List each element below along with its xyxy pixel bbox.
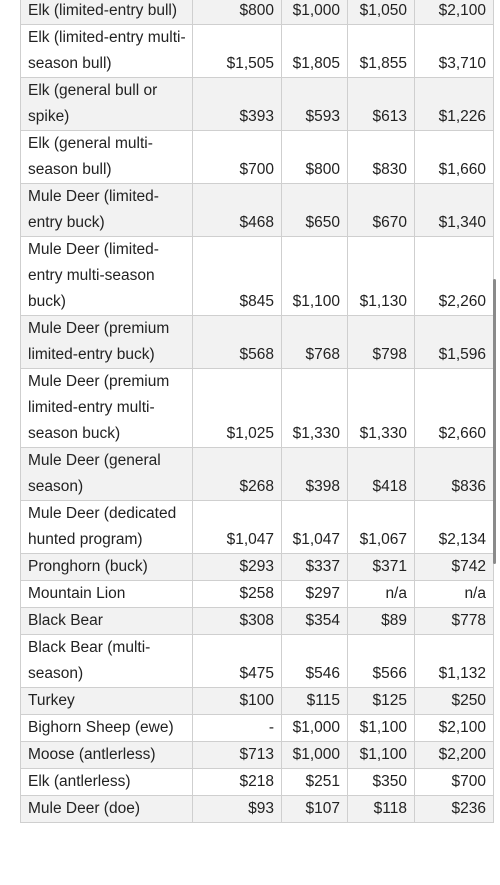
- species-cell: Pronghorn (buck): [21, 554, 193, 581]
- fee-cell: $350: [348, 769, 415, 796]
- fee-cell: $1,805: [282, 25, 348, 78]
- fee-cell: $742: [415, 554, 494, 581]
- table-row: [21, 688, 494, 715]
- fee-cell: n/a: [348, 581, 415, 608]
- fee-cell: $1,000: [282, 742, 348, 769]
- fee-cell: $713: [193, 742, 282, 769]
- species-cell: Elk (general bull or spike): [21, 78, 193, 131]
- fee-cell: $418: [348, 448, 415, 501]
- species-cell: Moose (antlerless): [21, 742, 193, 769]
- fee-cell: $1,505: [193, 25, 282, 78]
- fee-cell: $2,134: [415, 501, 494, 554]
- fee-cell: $1,000: [282, 715, 348, 742]
- fee-cell: $100: [193, 688, 282, 715]
- fee-cell: $354: [282, 608, 348, 635]
- fee-cell: $268: [193, 448, 282, 501]
- fee-cell: $293: [193, 554, 282, 581]
- fee-cell: $1,330: [282, 369, 348, 448]
- table-row: [21, 742, 494, 769]
- fee-cell: $251: [282, 769, 348, 796]
- fee-cell: $1,047: [193, 501, 282, 554]
- species-cell: Black Bear: [21, 608, 193, 635]
- fee-cell: $1,100: [348, 715, 415, 742]
- fee-cell: $830: [348, 131, 415, 184]
- fee-cell: $2,260: [415, 237, 494, 316]
- fee-cell: $398: [282, 448, 348, 501]
- fee-cell: $566: [348, 635, 415, 688]
- species-cell: Elk (limited-entry bull): [21, 0, 193, 25]
- fee-cell: $297: [282, 581, 348, 608]
- fee-table: [20, 0, 494, 823]
- fee-cell: $700: [415, 769, 494, 796]
- fee-cell: $115: [282, 688, 348, 715]
- species-cell: Mule Deer (general season): [21, 448, 193, 501]
- table-row: [21, 501, 494, 554]
- fee-cell: $613: [348, 78, 415, 131]
- table-row: [21, 369, 494, 448]
- fee-cell: $250: [415, 688, 494, 715]
- fee-cell: $1,130: [348, 237, 415, 316]
- fee-cell: -: [193, 715, 282, 742]
- table-row: [21, 316, 494, 369]
- fee-cell: $798: [348, 316, 415, 369]
- table-row: [21, 131, 494, 184]
- species-cell: Mule Deer (limited-entry buck): [21, 184, 193, 237]
- fee-cell: $218: [193, 769, 282, 796]
- species-cell: Elk (general multi-season bull): [21, 131, 193, 184]
- table-row: [21, 796, 494, 823]
- fee-cell: $2,200: [415, 742, 494, 769]
- fee-cell: $1,047: [282, 501, 348, 554]
- species-cell: Bighorn Sheep (ewe): [21, 715, 193, 742]
- fee-cell: $1,340: [415, 184, 494, 237]
- fee-cell: $308: [193, 608, 282, 635]
- table-row: [21, 554, 494, 581]
- fee-cell: $371: [348, 554, 415, 581]
- fee-cell: $836: [415, 448, 494, 501]
- fee-cell: $1,100: [348, 742, 415, 769]
- fee-cell: $1,855: [348, 25, 415, 78]
- fee-cell: $236: [415, 796, 494, 823]
- table-row: [21, 237, 494, 316]
- fee-cell: $800: [193, 0, 282, 25]
- species-cell: Mule Deer (premium limited-entry multi-season buck): [21, 369, 193, 448]
- fee-cell: $93: [193, 796, 282, 823]
- fee-cell: $593: [282, 78, 348, 131]
- fee-cell: $546: [282, 635, 348, 688]
- fee-cell: $89: [348, 608, 415, 635]
- fee-cell: $845: [193, 237, 282, 316]
- table-row: [21, 184, 494, 237]
- table-row: [21, 769, 494, 796]
- table-row: [21, 715, 494, 742]
- fee-cell: $107: [282, 796, 348, 823]
- table-row: [21, 608, 494, 635]
- scrollbar-thumb[interactable]: [493, 279, 496, 564]
- fee-cell: $1,132: [415, 635, 494, 688]
- species-cell: Mule Deer (premium limited-entry buck): [21, 316, 193, 369]
- table-row: [21, 78, 494, 131]
- fee-cell: $1,000: [282, 0, 348, 25]
- fee-cell: $2,100: [415, 0, 494, 25]
- fee-cell: $468: [193, 184, 282, 237]
- species-cell: Mule Deer (limited-entry multi-season buck): [21, 237, 193, 316]
- table-row: [21, 635, 494, 688]
- fee-table-body: [21, 0, 494, 823]
- fee-cell: $800: [282, 131, 348, 184]
- fee-cell: $1,226: [415, 78, 494, 131]
- fee-cell: $475: [193, 635, 282, 688]
- fee-cell: $125: [348, 688, 415, 715]
- fee-cell: $2,660: [415, 369, 494, 448]
- fee-cell: $337: [282, 554, 348, 581]
- species-cell: Turkey: [21, 688, 193, 715]
- species-cell: Mule Deer (dedicated hunted program): [21, 501, 193, 554]
- species-cell: Mountain Lion: [21, 581, 193, 608]
- fee-cell: n/a: [415, 581, 494, 608]
- fee-cell: $3,710: [415, 25, 494, 78]
- fee-cell: $1,330: [348, 369, 415, 448]
- fee-cell: $778: [415, 608, 494, 635]
- fee-cell: $1,596: [415, 316, 494, 369]
- species-cell: Mule Deer (doe): [21, 796, 193, 823]
- species-cell: Black Bear (multi-season): [21, 635, 193, 688]
- fee-cell: $568: [193, 316, 282, 369]
- fee-cell: $393: [193, 78, 282, 131]
- fee-cell: $670: [348, 184, 415, 237]
- fee-cell: $118: [348, 796, 415, 823]
- fee-cell: $258: [193, 581, 282, 608]
- fee-cell: $768: [282, 316, 348, 369]
- table-row: [21, 25, 494, 78]
- table-row: [21, 0, 494, 25]
- fee-cell: $650: [282, 184, 348, 237]
- table-row: [21, 581, 494, 608]
- fee-cell: $1,050: [348, 0, 415, 25]
- species-cell: Elk (limited-entry multi-season bull): [21, 25, 193, 78]
- fee-cell: $1,025: [193, 369, 282, 448]
- species-cell: Elk (antlerless): [21, 769, 193, 796]
- table-row: [21, 448, 494, 501]
- fee-cell: $700: [193, 131, 282, 184]
- fee-cell: $1,067: [348, 501, 415, 554]
- fee-cell: $2,100: [415, 715, 494, 742]
- fee-cell: $1,660: [415, 131, 494, 184]
- fee-cell: $1,100: [282, 237, 348, 316]
